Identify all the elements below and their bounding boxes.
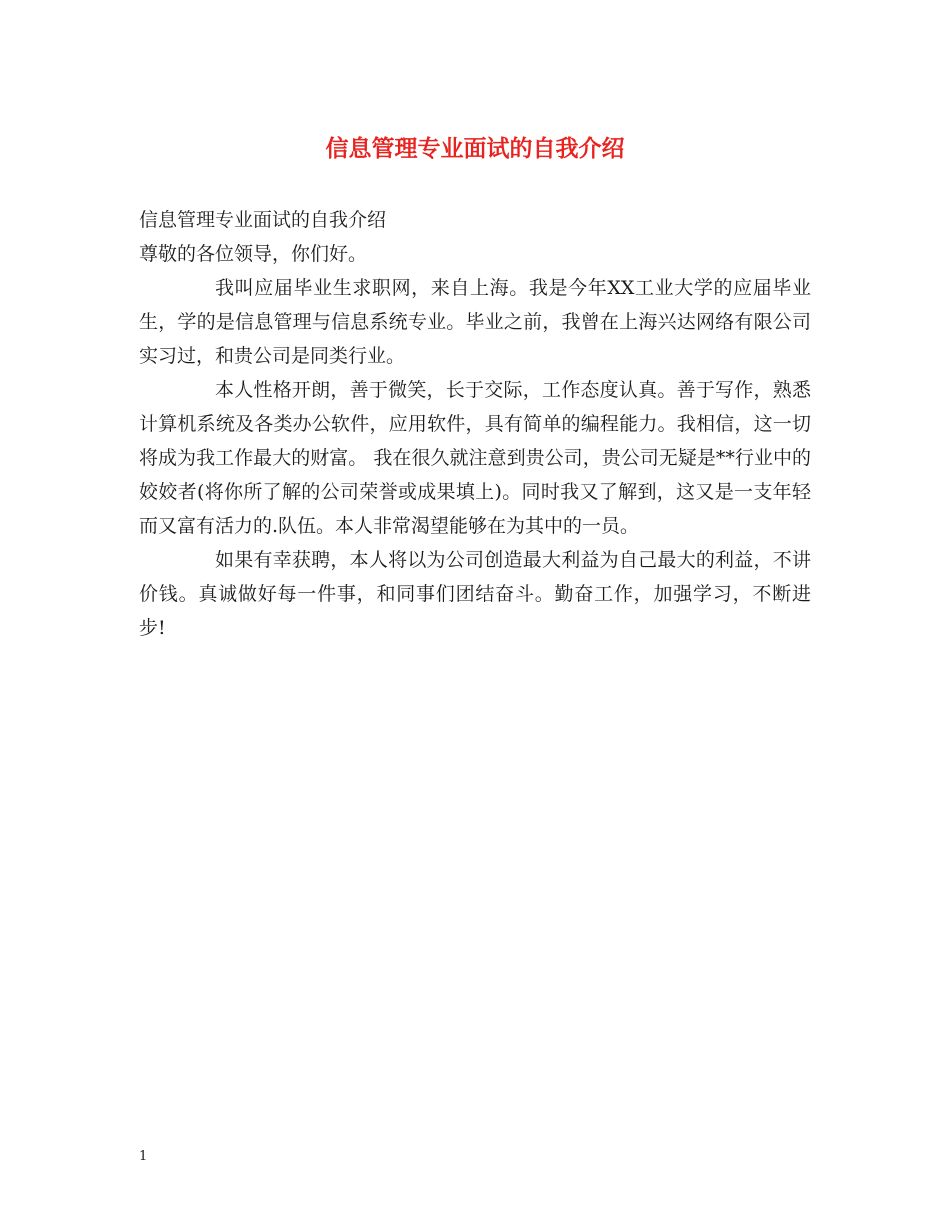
page-number: 1 xyxy=(139,1149,148,1164)
document-title: 信息管理专业面试的自我介绍 xyxy=(325,136,625,162)
paragraph-closing: 如果有幸获聘，本人将以为公司创造最大利益为自己最大的利益，不讲价钱。真诚做好每一件事，和同事们团结奋斗。勤奋工作，加强学习，不断进步! xyxy=(139,549,811,639)
document-body xyxy=(139,203,811,645)
paragraph-intro: 我叫应届毕业生求职网，来自上海。我是今年XX工业大学的应届毕业生，学的是信息管理与信息系统专业。毕业之前，我曾在上海兴达网络有限公司实习过，和贵公司是同类行业。 xyxy=(139,277,811,367)
paragraph-greeting: 尊敬的各位领导，你们好。 xyxy=(139,243,368,265)
paragraph-personality: 本人性格开朗，善于微笑，长于交际，工作态度认真。善于写作，熟悉计算机系统及各类办公软件，应用软件，具有简单的编程能力。我相信，这一切将成为我工作最大的财富。 我在很久就注意到贵公司，贵公司无疑是**行业中的姣姣者(将你所了解的公司荣誉或成果填上)。同时我又了解到，这又是一支年轻而又富有活力的.队伍。本人非常渴望能够在为其中的一员。 xyxy=(139,379,811,537)
paragraph-subtitle: 信息管理专业面试的自我介绍 xyxy=(139,209,387,231)
